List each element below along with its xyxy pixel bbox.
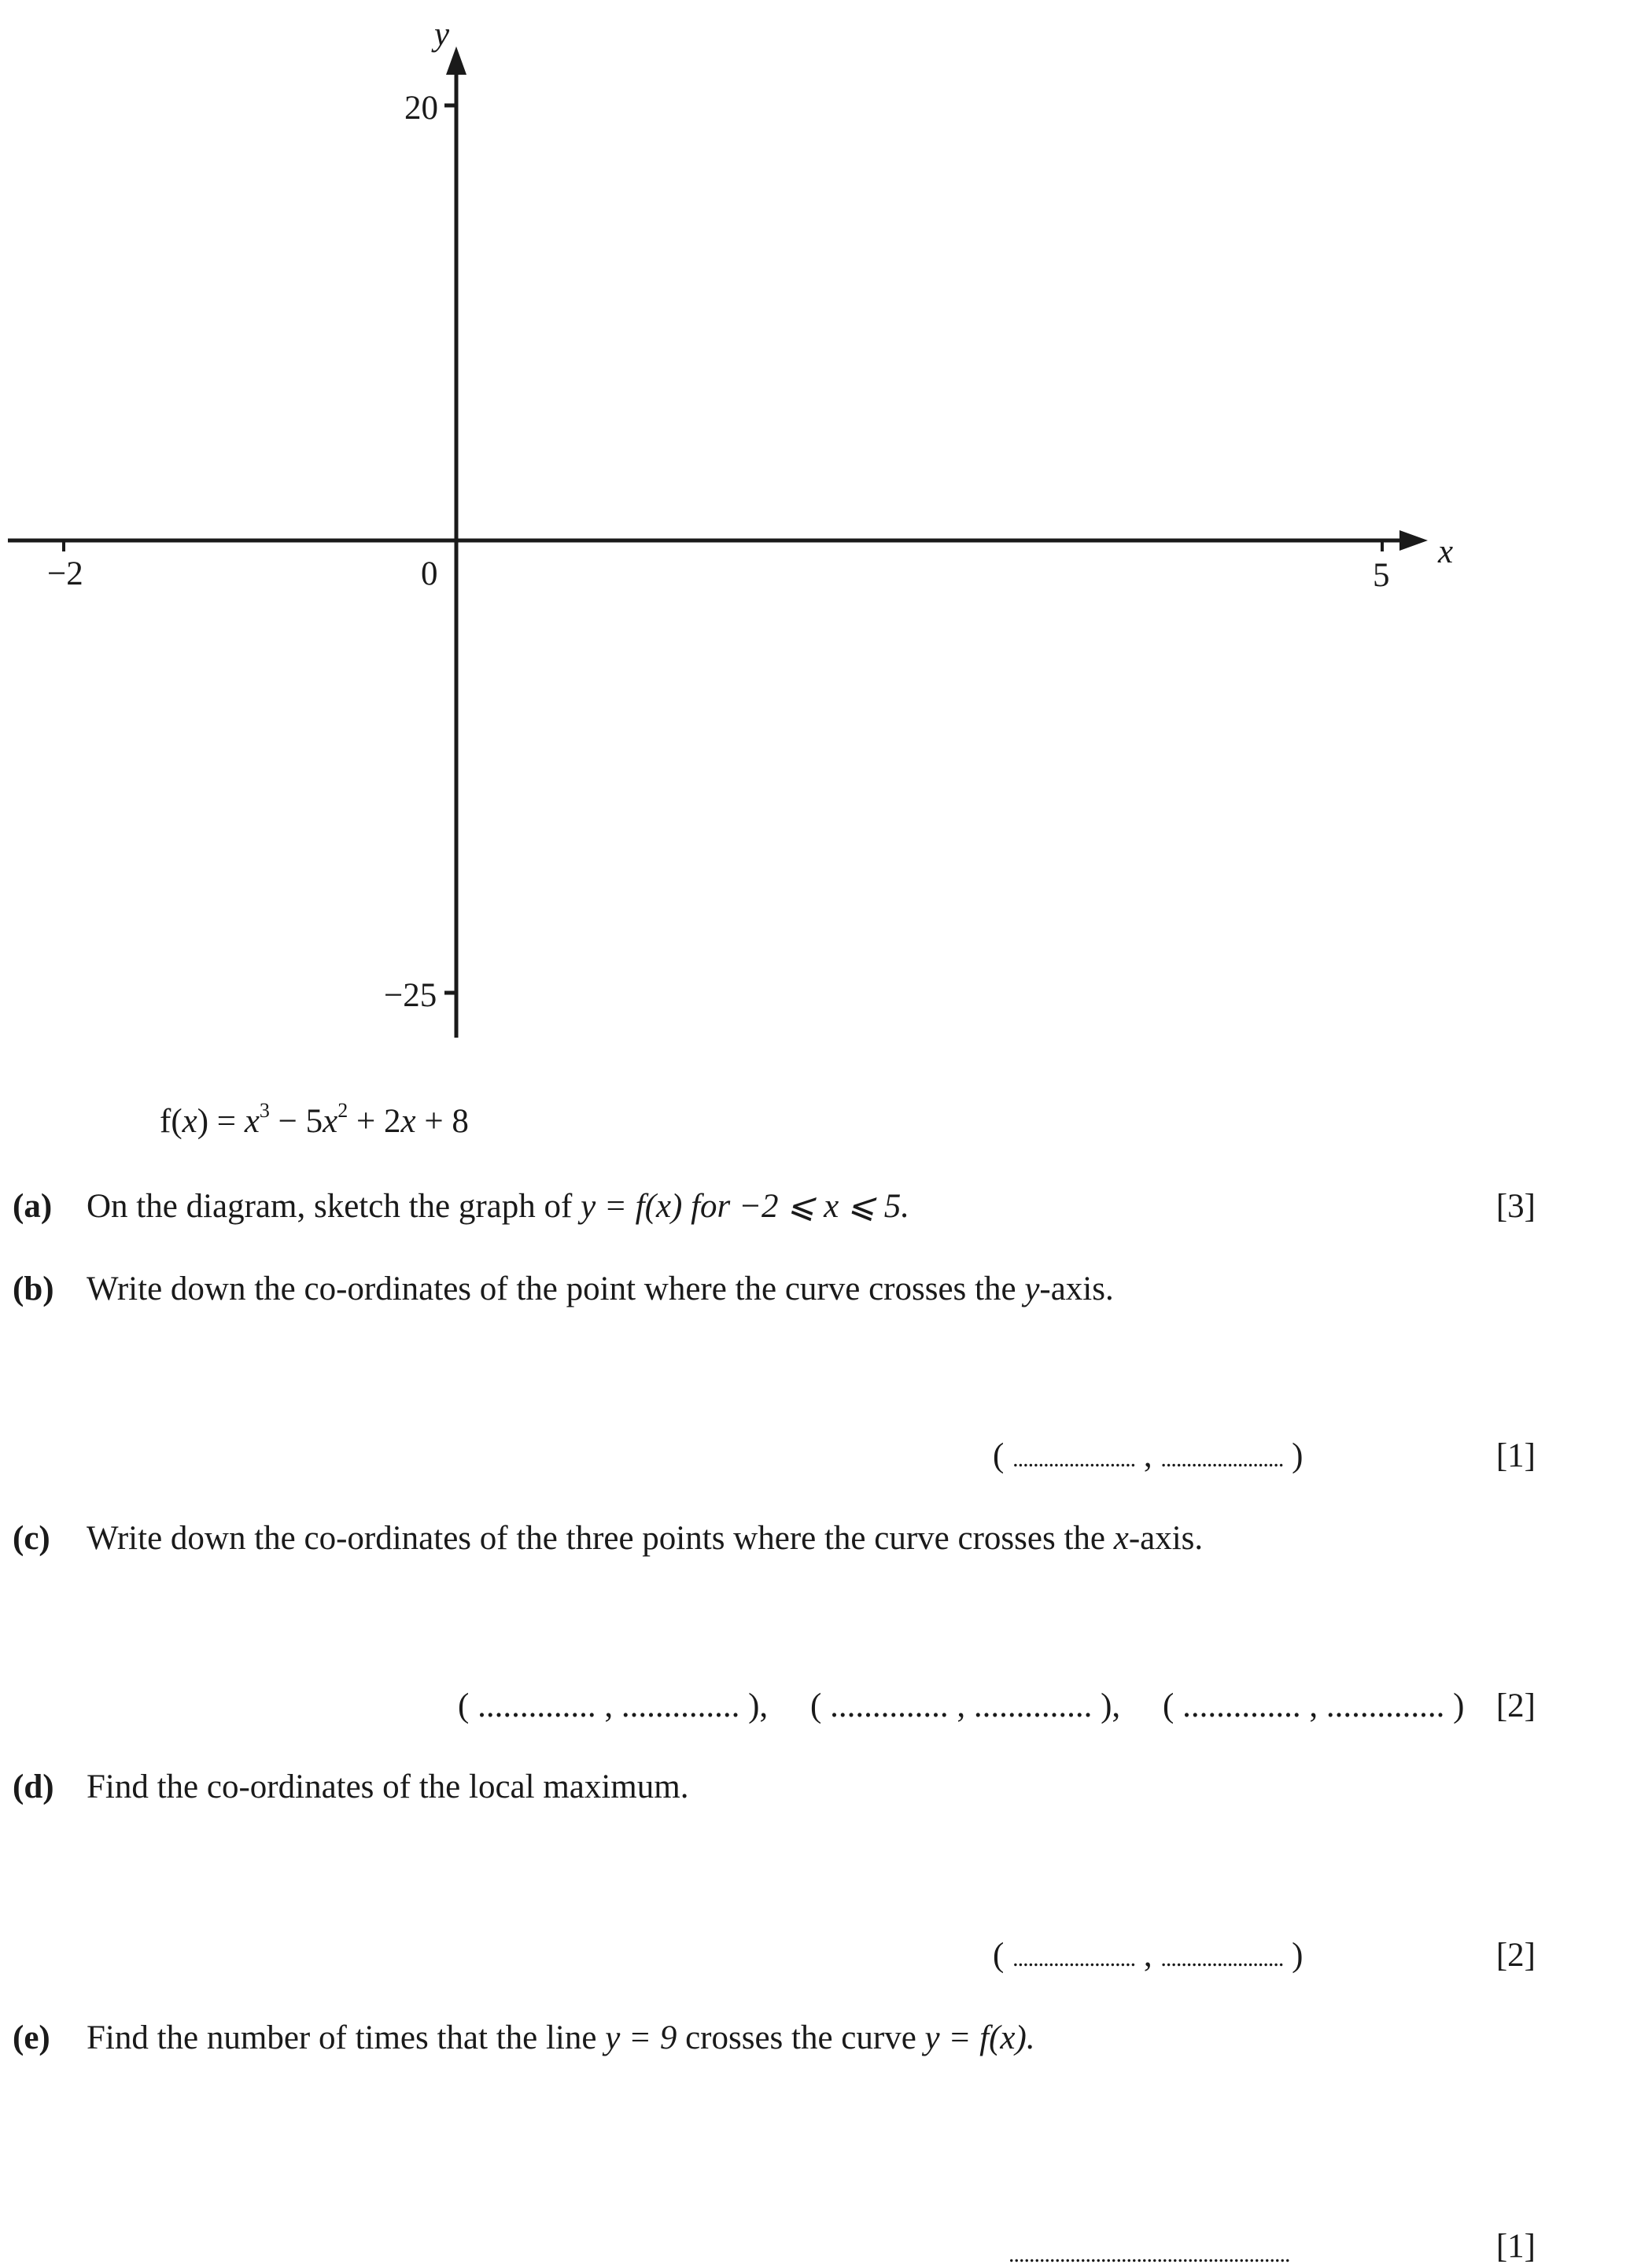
question-d-label: (d) <box>13 1768 54 1805</box>
answer-b-y-blank[interactable]: ........................ <box>1160 1446 1284 1472</box>
question-b-math: y <box>1024 1270 1040 1307</box>
question-c-math: x <box>1113 1520 1129 1557</box>
answer-c-field-1[interactable]: ( .............. , .............. ), <box>458 1687 769 1724</box>
question-b-text <box>87 1272 1114 1306</box>
function-name: f( <box>160 1103 183 1140</box>
question-a-marks: [3] <box>1495 1188 1536 1225</box>
question-e-text-pre: Find the number of times that the line <box>87 2019 606 2056</box>
y-axis-label: y <box>434 16 450 53</box>
question-a-text-pre: On the diagram, sketch the graph of <box>87 1188 581 1225</box>
answer-b-open: ( <box>993 1437 1005 1474</box>
question-e-text <box>87 2021 1035 2055</box>
answer-b-comma: , <box>1143 1437 1152 1474</box>
exponent-2: 2 <box>337 1098 348 1122</box>
term-constant: + 8 <box>415 1103 469 1140</box>
question-e-text-mid: crosses the curve <box>677 2019 925 2056</box>
question-c-text-pre: Write down the co-ordinates of the three points where the curve crosses the <box>87 1520 1114 1557</box>
question-a-math: y = f(x) for −2 ⩽ x ⩽ 5. <box>581 1188 909 1225</box>
x-axis-label: x <box>1438 533 1454 570</box>
function-equals: ) = <box>197 1103 245 1140</box>
question-c-label: (c) <box>13 1520 50 1557</box>
question-d-marks: [2] <box>1495 1937 1536 1974</box>
function-definition <box>160 1098 469 1140</box>
answer-b-field[interactable] <box>993 1439 1303 1473</box>
question-e-math-line: y = 9 <box>605 2019 677 2056</box>
question-e-marks: [1] <box>1495 2228 1536 2265</box>
question-b-label: (b) <box>13 1270 54 1307</box>
question-a-label: (a) <box>13 1188 53 1225</box>
term-x: x <box>400 1103 416 1140</box>
term-coef-2: + 2 <box>348 1103 401 1140</box>
answer-d-field[interactable] <box>993 1938 1303 1972</box>
question-c-text-post: -axis. <box>1128 1520 1204 1557</box>
question-c-text <box>87 1521 1203 1555</box>
question-d-text: Find the co-ordinates of the local maximum. <box>87 1768 689 1805</box>
answer-c-field-2[interactable]: ( .............. , .............. ), <box>810 1687 1121 1724</box>
function-variable: x <box>182 1103 197 1140</box>
term-x-squared: x <box>323 1103 338 1140</box>
y-tick-label-20: 20 <box>404 90 438 127</box>
question-a-text <box>87 1189 909 1223</box>
answer-e-field[interactable] <box>1009 2234 1290 2268</box>
answer-d-open: ( <box>993 1937 1005 1974</box>
question-b-text-pre: Write down the co-ordinates of the point where the curve crosses the <box>87 1270 1025 1307</box>
term-coef-5: − 5 <box>269 1103 323 1140</box>
term-x-cubed: x <box>244 1103 260 1140</box>
answer-d-close: ) <box>1292 1937 1304 1974</box>
y-tick-label-neg25: −25 <box>384 977 437 1014</box>
answer-c-field-3[interactable]: ( .............. , .............. ) <box>1163 1687 1465 1724</box>
answer-b-x-blank[interactable]: ........................ <box>1012 1446 1136 1472</box>
question-e-math-curve: y = f(x). <box>924 2019 1035 2056</box>
answer-b-close: ) <box>1292 1437 1304 1474</box>
exponent-3: 3 <box>259 1098 270 1122</box>
x-tick-label-neg2: −2 <box>47 555 83 592</box>
x-axis-arrowhead <box>1399 530 1428 551</box>
answer-d-y-blank[interactable]: ........................ <box>1160 1945 1284 1971</box>
question-e-label: (e) <box>13 2019 50 2056</box>
question-c-marks: [2] <box>1495 1687 1536 1724</box>
x-tick-label-5: 5 <box>1373 557 1390 594</box>
coordinate-axes <box>0 0 1652 1054</box>
answer-d-comma: , <box>1143 1937 1152 1974</box>
question-b-marks: [1] <box>1495 1437 1536 1474</box>
answer-e-blank[interactable]: ....................................................... <box>1009 2241 1290 2267</box>
answer-d-x-blank[interactable]: ........................ <box>1012 1945 1136 1971</box>
question-b-text-post: -axis. <box>1039 1270 1114 1307</box>
origin-label: 0 <box>421 555 438 592</box>
